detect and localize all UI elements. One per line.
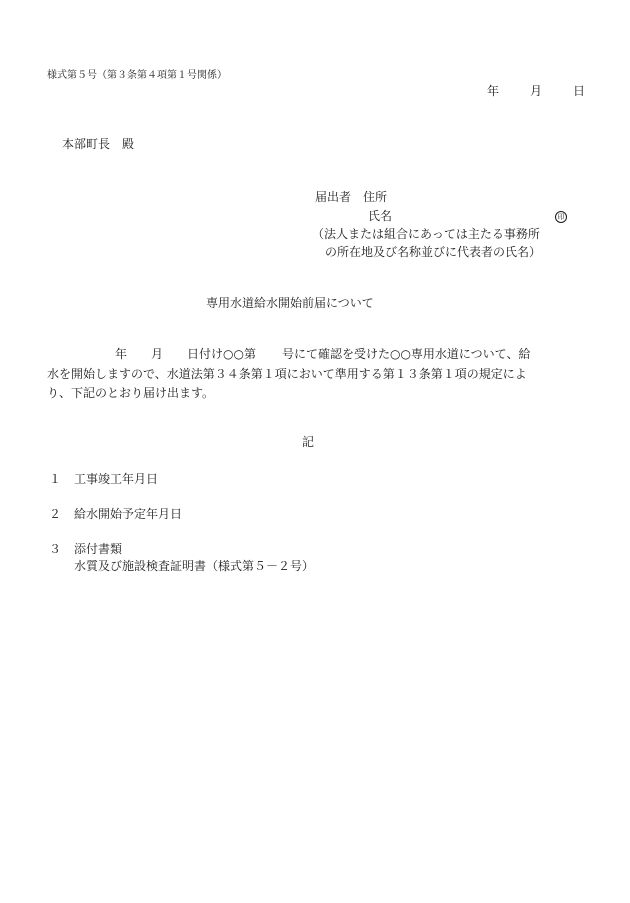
item-number: １	[49, 472, 62, 486]
date-day: 日	[573, 84, 586, 98]
body-paragraph	[47, 345, 583, 404]
notifier-label: 届出者	[315, 190, 352, 204]
body-line2: 水を開始しますので、水道法第３４条第１項において準用する第１３条第１項の規定によ	[47, 366, 527, 381]
date-year: 年	[487, 84, 500, 98]
item-text: 工事竣工年月日	[74, 472, 159, 486]
item-number: ２	[49, 507, 62, 521]
list-item	[49, 470, 158, 487]
ki-heading: 記	[302, 435, 315, 449]
form-number: 様式第５号（第３条第４項第１号関係）	[47, 70, 227, 81]
body-line1-rest: 号にて確認を受けた○○専用水道について、給	[281, 347, 531, 361]
notifier-note-line2: の所在地及び名称並びに代表者の氏名）	[325, 245, 542, 259]
date-line	[487, 82, 585, 99]
seal-icon: 印	[555, 211, 567, 223]
date-month: 月	[530, 84, 543, 98]
name-label: 氏名	[368, 209, 393, 223]
addressee: 本部町長 殿	[62, 137, 135, 151]
body-date-ref: 日付け○○第	[187, 347, 256, 361]
address-label: 住所	[363, 190, 388, 204]
notifier-address-line	[315, 188, 387, 205]
notifier-note-line1: （法人または組合にあっては主たる事務所	[312, 227, 540, 241]
document-title: 専用水道給水開始前届について	[206, 296, 374, 310]
item-text: 給水開始予定年月日	[74, 507, 183, 521]
seal-mark	[555, 208, 567, 223]
item-number: ３	[49, 542, 62, 556]
list-item	[49, 505, 182, 522]
item-text: 添付書類	[74, 542, 123, 556]
body-month: 月	[151, 347, 164, 361]
body-line1	[47, 345, 583, 365]
body-year: 年	[115, 347, 128, 361]
attachment-document: 水質及び施設検査証明書（様式第５－２号）	[74, 559, 315, 573]
list-item	[49, 540, 122, 557]
body-line3: り、下記のとおり届け出ます。	[47, 386, 215, 400]
